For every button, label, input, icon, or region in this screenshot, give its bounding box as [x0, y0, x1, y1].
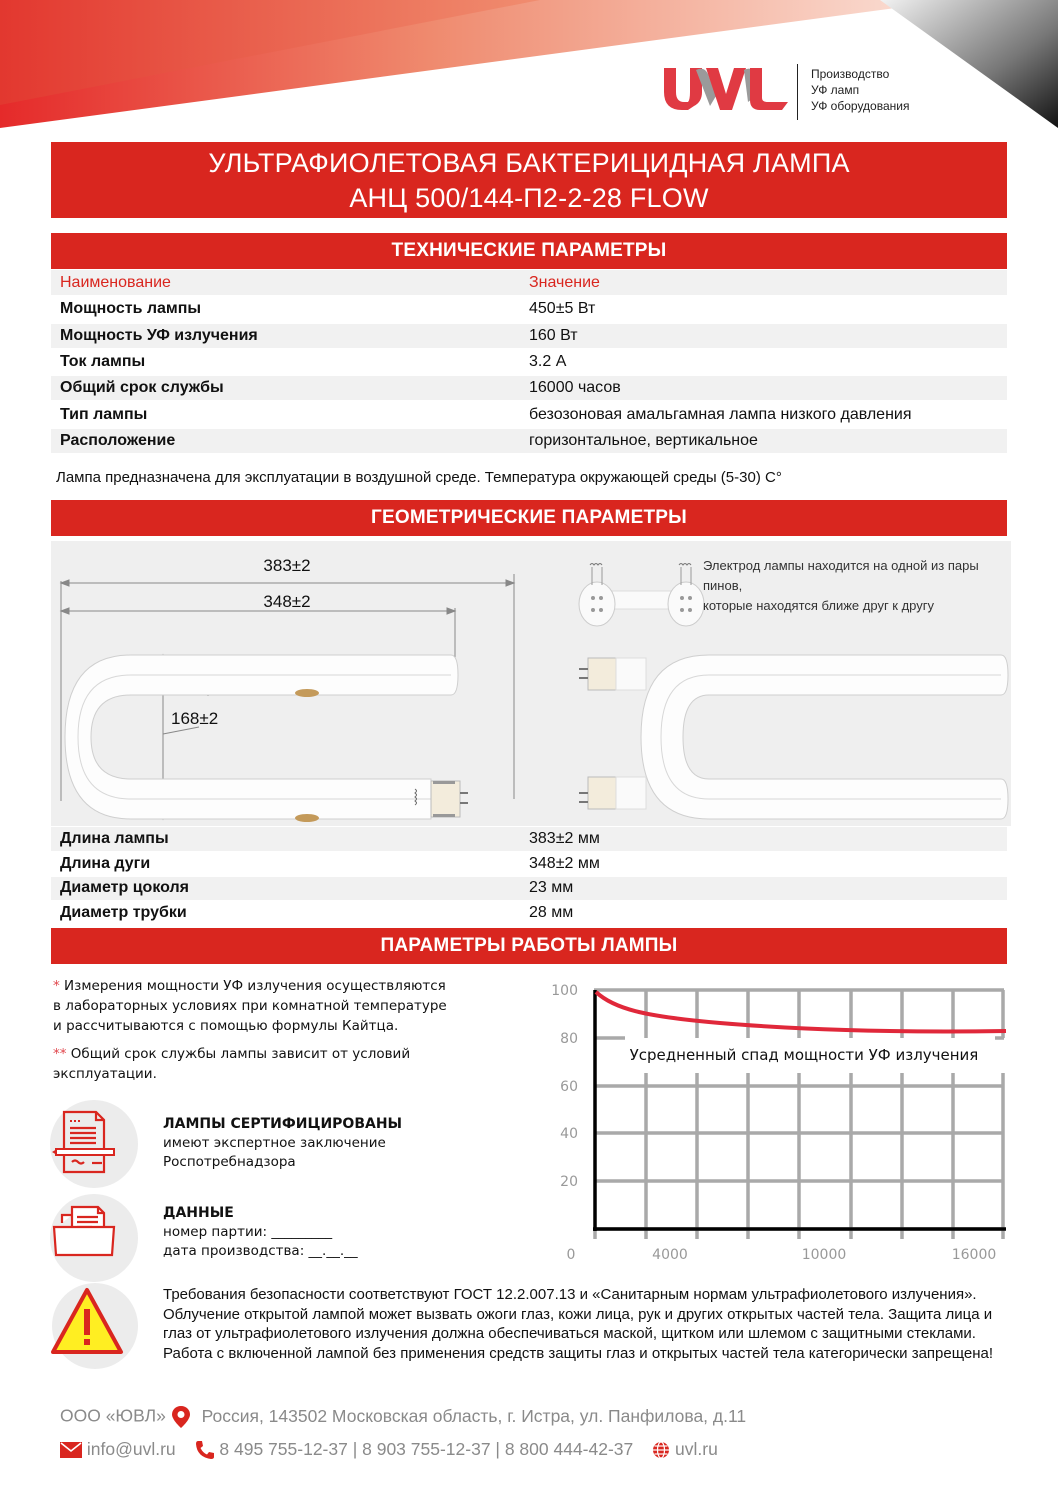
param-name: Ток лампы — [51, 349, 529, 375]
param-value: 450±5 Вт — [529, 296, 1007, 322]
certificate-document-icon — [52, 1108, 118, 1176]
title-line-1: УЛЬТРАФИОЛЕТОВАЯ БАКТЕРИЦИДНАЯ ЛАМПА — [208, 148, 850, 178]
folder-document-icon — [52, 1205, 118, 1257]
param-name: Диаметр трубки — [51, 901, 529, 926]
certified-line: имеют экспертное заключение — [163, 1135, 386, 1151]
footnote-service-life — [53, 1044, 410, 1084]
warning-triangle-icon — [50, 1287, 124, 1355]
y-tick: 60 — [560, 1079, 578, 1095]
param-value: 3.2 А — [529, 349, 1007, 375]
column-header-value: Значение — [529, 270, 1007, 296]
x-tick: 10000 — [801, 1247, 847, 1263]
location-pin-icon — [171, 1405, 191, 1429]
phone-icon — [195, 1440, 215, 1460]
electrode-diagram — [579, 564, 704, 627]
param-value: безозоновая амальгамная лампа низкого давления — [529, 401, 1007, 427]
section-heading-geometry: ГЕОМЕТРИЧЕСКИЕ ПАРАМЕТРЫ — [51, 500, 1007, 536]
table-row — [51, 852, 1007, 877]
param-name: Тип лампы — [51, 401, 529, 427]
footnote-line: и рассчитываются с помощью формулы Кайтца. — [53, 1018, 399, 1034]
uvl-logo — [660, 62, 790, 114]
y-tick: 80 — [560, 1031, 578, 1047]
param-name: Длина дуги — [51, 852, 529, 877]
param-value: 348±2 мм — [529, 852, 1007, 877]
param-value: 23 мм — [529, 876, 1007, 901]
table-header-row — [51, 270, 1007, 296]
technical-params-table — [51, 270, 1007, 455]
param-name: Длина лампы — [51, 827, 529, 852]
param-value: 160 Вт — [529, 323, 1007, 349]
dim-total-length: 383±2 — [263, 556, 311, 575]
line-chart — [540, 975, 1010, 1270]
table-row — [51, 323, 1007, 349]
table-row — [51, 901, 1007, 926]
footnote-line: Измерения мощности УФ излучения осуществляются — [64, 978, 446, 994]
electrode-note-line: которые находятся ближе друг к другу — [703, 598, 935, 613]
x-tick: 0 — [566, 1247, 576, 1263]
electrode-note-line: Электрод лампы находится на одной из пары пинов, — [703, 558, 979, 593]
certified-title: ЛАМПЫ СЕРТИФИЦИРОВАНЫ — [163, 1116, 403, 1132]
website-link[interactable]: uvl.ru — [675, 1439, 718, 1459]
param-name: Диаметр цоколя — [51, 876, 529, 901]
footer-address — [60, 1405, 746, 1429]
table-row — [51, 876, 1007, 901]
production-date-field: дата производства: __.__.__ — [163, 1243, 358, 1259]
electrode-note — [703, 556, 1011, 616]
param-value: 16000 часов — [529, 375, 1007, 401]
brand-tagline — [811, 66, 909, 114]
tagline-line: УФ оборудования — [811, 99, 910, 113]
footnote-line: эксплуатации. — [53, 1066, 157, 1082]
y-tick: 100 — [551, 983, 578, 999]
table-row — [51, 428, 1007, 454]
section-heading-operation: ПАРАМЕТРЫ РАБОТЫ ЛАМПЫ — [51, 928, 1007, 964]
footnote-line: в лабораторных условиях при комнатной температуре — [53, 998, 447, 1014]
param-name: Мощность УФ излучения — [51, 323, 529, 349]
logo-divider — [797, 64, 798, 120]
tagline-line: Производство — [811, 67, 890, 81]
product-title — [51, 142, 1007, 218]
lamp-drawing — [51, 541, 1011, 826]
param-name: Расположение — [51, 428, 529, 454]
y-tick: 20 — [560, 1174, 578, 1190]
certified-text — [163, 1115, 402, 1172]
x-tick: 16000 — [951, 1247, 997, 1263]
x-tick: 4000 — [652, 1247, 688, 1263]
footnote-mark: ** — [53, 1046, 67, 1062]
column-header-name: Наименование — [51, 270, 529, 296]
uv-power-decline-chart — [540, 975, 1010, 1270]
safety-warning-text: Требования безопасности соответствуют ГОСТ 12.2.007.13 и «Санитарным нормам ультрафиолетового излучения». Облучение открытой лампой может вызвать ожоги глаз, кожи лица, рук и других открытых частей тела. Защита лица и глаз от ультрафиолетового излучения должна обеспечиваться маской, щитком или шлемом с защитными стеклами. Работа с включенной лампой без применения средств защиты глаз и открытых частей тела категорически запрещена! — [163, 1286, 994, 1362]
section-heading-technical: ТЕХНИЧЕСКИЕ ПАРАМЕТРЫ — [51, 233, 1007, 269]
title-line-2: АНЦ 500/144-П2-2-28 FLOW — [349, 183, 709, 213]
tagline-line: УФ ламп — [811, 83, 860, 97]
company-address: Россия, 143502 Московская область, г. Истра, ул. Панфилова, д.11 — [201, 1405, 747, 1426]
u-lamp-left — [65, 655, 468, 822]
batch-data-text — [163, 1204, 358, 1261]
certified-line: Роспотребнадзора — [163, 1154, 296, 1170]
dim-arc-length: 348±2 — [263, 592, 311, 611]
usage-note: Лампа предназначена для эксплуатации в воздушной среде. Температура окружающей среды (5-30) С° — [56, 469, 782, 486]
param-name: Общий срок службы — [51, 375, 529, 401]
footnote-uv-measurement — [53, 976, 447, 1036]
u-lamp-right — [579, 655, 1008, 819]
globe-icon — [652, 1441, 670, 1459]
batch-number-field: номер партии: _________ — [163, 1224, 333, 1240]
table-row — [51, 827, 1007, 852]
table-row — [51, 401, 1007, 427]
company-name: ООО «ЮВЛ» — [60, 1405, 166, 1426]
dim-height: 168±2 — [171, 709, 219, 728]
y-tick: 40 — [560, 1126, 578, 1142]
table-row — [51, 296, 1007, 322]
param-value: 28 мм — [529, 901, 1007, 926]
footer-contacts — [60, 1439, 718, 1460]
data-title: ДАННЫЕ — [163, 1205, 234, 1221]
table-row — [51, 375, 1007, 401]
geometry-params-table — [51, 827, 1007, 926]
envelope-icon — [60, 1442, 82, 1458]
email-link[interactable]: info@uvl.ru — [86, 1439, 176, 1459]
chart-title: Усредненный спад мощности УФ излучения — [629, 1046, 979, 1064]
footnote-line: Общий срок службы лампы зависит от условий — [70, 1046, 411, 1062]
phone-numbers[interactable]: 8 495 755-12-37 | 8 903 755-12-37 | 8 800 444-42-37 — [219, 1439, 634, 1459]
param-value: горизонтальное, вертикальное — [529, 428, 1007, 454]
table-row — [51, 349, 1007, 375]
param-value: 383±2 мм — [529, 827, 1007, 852]
param-name: Мощность лампы — [51, 296, 529, 322]
footnote-mark: * — [53, 978, 60, 994]
